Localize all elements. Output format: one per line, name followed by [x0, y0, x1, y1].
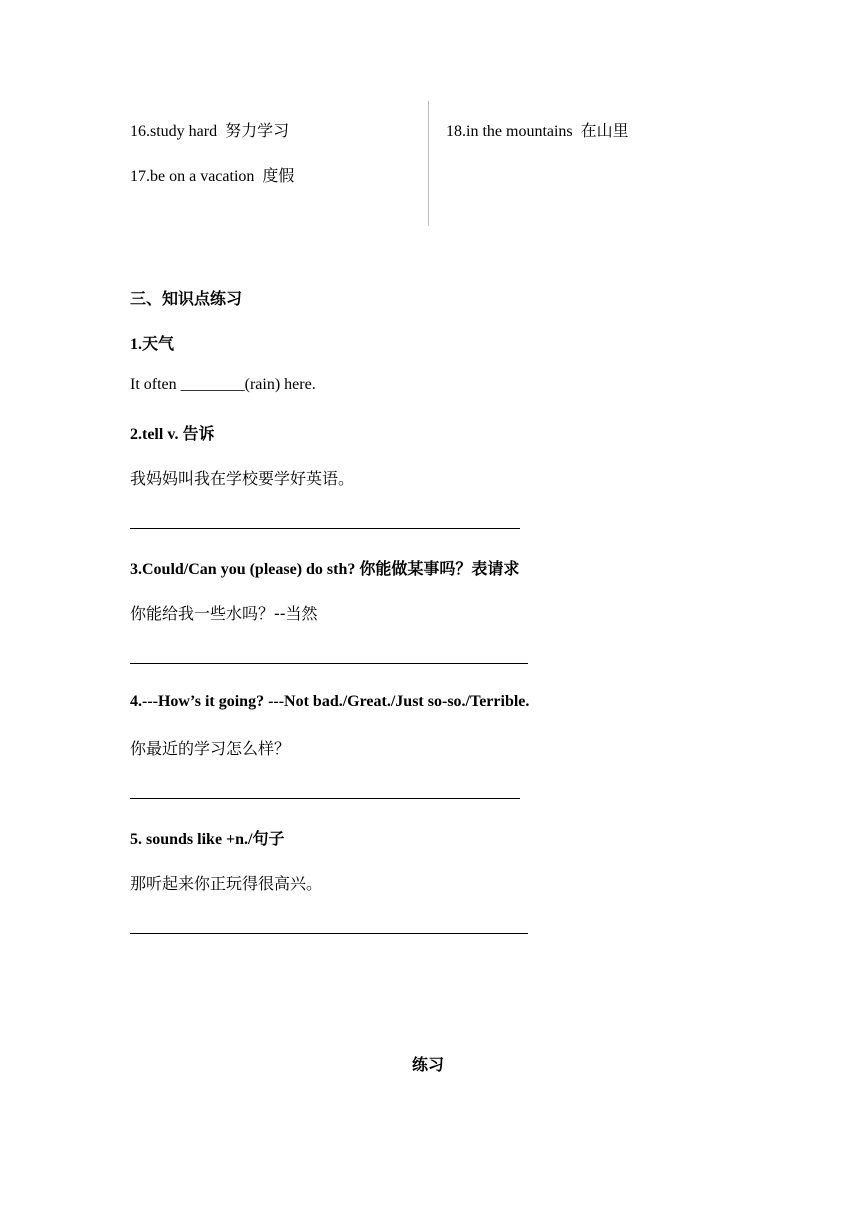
vocab-en: 16.study hard [130, 123, 218, 140]
point-3-heading [130, 556, 519, 579]
vocab-en: 17.be on a vacation [130, 168, 255, 185]
point-2-heading [130, 421, 214, 444]
vocab-zh: 努力学习 [225, 121, 290, 140]
vocab-item-17 [130, 163, 294, 186]
vocab-zh: 度假 [262, 166, 295, 185]
exercise-title: 练习 [412, 1055, 445, 1074]
heading-en: 3.Could/Can you (please) do sth? [130, 561, 360, 578]
point-1-heading [130, 331, 174, 354]
point-2-sentence: 我妈妈叫我在学校要学好英语。 [130, 469, 355, 488]
heading-en: 5. sounds like +n./ [130, 831, 253, 848]
section-title: 三、知识点练习 [130, 289, 243, 308]
answer-line[interactable] [130, 933, 528, 934]
vocab-item-18 [446, 118, 629, 141]
column-divider [428, 101, 429, 226]
answer-line[interactable] [130, 528, 520, 529]
answer-line[interactable] [130, 663, 528, 664]
point-5-sentence: 那听起来你正玩得很高兴。 [130, 874, 323, 893]
point-4-sentence: 你最近的学习怎么样？ [130, 739, 291, 758]
heading-zh: 句子 [252, 829, 285, 848]
heading-zh: 告诉 [182, 424, 215, 443]
heading-zh: 你能做某事吗？表请求 [359, 559, 520, 578]
heading-en: 1. [130, 336, 142, 353]
heading-en: 2.tell v. [130, 426, 183, 443]
vocab-zh: 在山里 [580, 121, 629, 140]
vocab-en: 18.in the mountains [446, 123, 573, 140]
heading-zh: 天气 [142, 334, 175, 353]
answer-line[interactable] [130, 798, 520, 799]
vocab-item-16 [130, 118, 289, 141]
point-1-prompt: It often ________(rain) here. [130, 376, 316, 393]
point-4-heading [130, 691, 529, 711]
heading-en: 4.---How’s it going? ---Not bad./Great./Just so-so./Terrible. [130, 693, 530, 710]
point-3-sentence: 你能给我一些水吗？--当然 [130, 604, 318, 623]
point-5-heading [130, 826, 285, 849]
